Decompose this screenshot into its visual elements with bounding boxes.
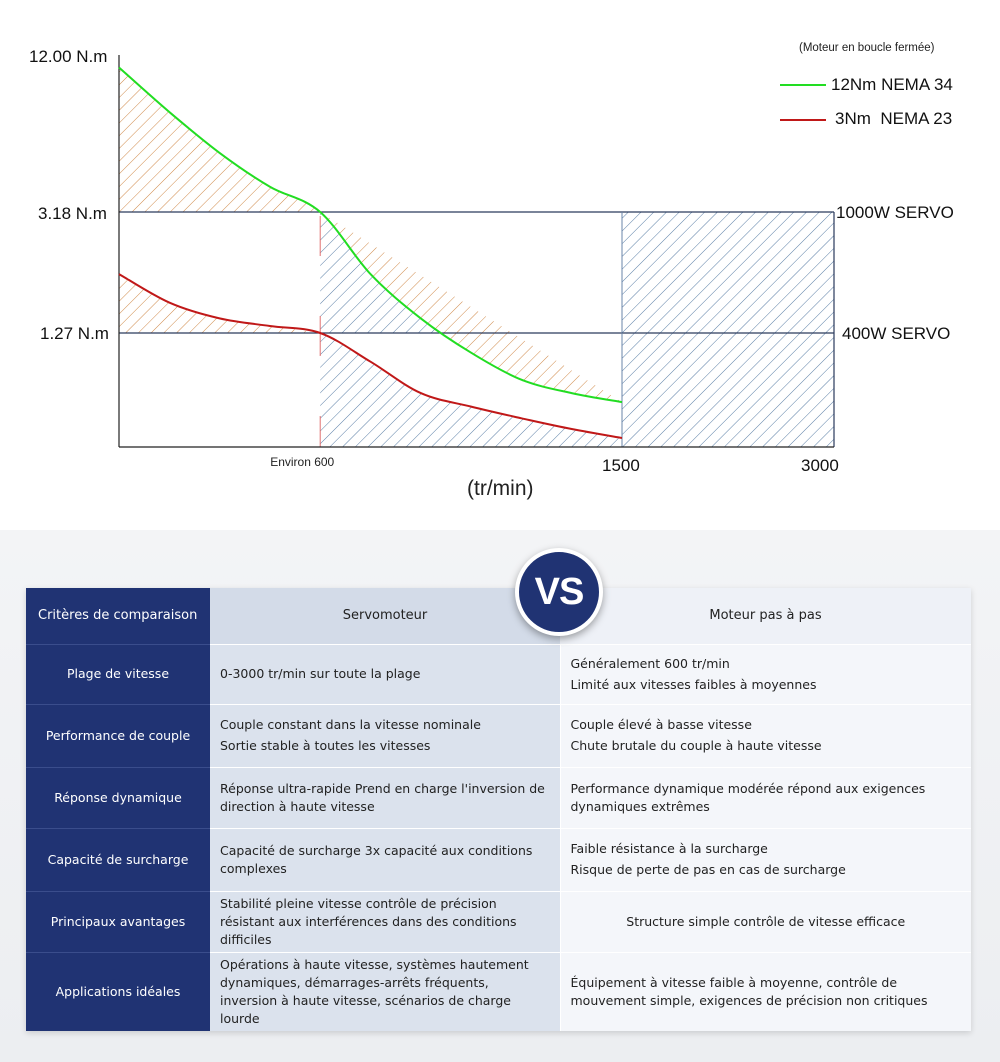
- servo-cell-text: Couple constant dans la vitesse nominale: [220, 717, 481, 732]
- servo-1000w-label: 1000W SERVO: [836, 203, 954, 222]
- servo-cell: [210, 704, 560, 767]
- criteria-cell: Performance de couple: [26, 704, 210, 767]
- criteria-cell: Applications idéales: [26, 952, 210, 1031]
- table-header-row: [26, 588, 971, 644]
- x-tick-label-3000: 3000: [801, 456, 839, 475]
- stepper-cell: [560, 644, 971, 704]
- criteria-cell: Principaux avantages: [26, 891, 210, 952]
- servo-cell-text: Sortie stable à toutes les vitesses: [220, 738, 431, 753]
- table-row: [26, 828, 971, 891]
- stepper-cell-text: Structure simple contrôle de vitesse efficace: [626, 913, 906, 929]
- servo-400w-label: 400W SERVO: [842, 324, 951, 343]
- y-tick-label: 1.27 N.m: [40, 324, 109, 343]
- servo-cell: [210, 644, 560, 704]
- y-tick-label: 3.18 N.m: [38, 204, 107, 223]
- comparison-table: [26, 588, 971, 1031]
- torque-speed-chart: [0, 0, 1000, 530]
- chart-svg: [0, 0, 1000, 530]
- servo-cell-text: Stabilité pleine vitesse contrôle de précision résistant aux interférences dans des conditions difficiles: [220, 895, 517, 947]
- stepper-cell-text: Limité aux vitesses faibles à moyennes: [570, 676, 817, 692]
- servo-cell-text: Opérations à haute vitesse, systèmes hautement dynamiques, démarrages-arrêts fréquents, inversion à haute vitesse, scénarios de charge lourde: [220, 956, 529, 1026]
- servo-cell-text: Réponse ultra-rapide Prend en charge l'inversion de direction à haute vitesse: [220, 780, 545, 814]
- servo-cell: [210, 952, 560, 1031]
- vs-badge: VS: [515, 548, 603, 636]
- table-row: [26, 891, 971, 952]
- stepper-cell: [560, 952, 971, 1031]
- criteria-cell: Capacité de surcharge: [26, 828, 210, 891]
- criteria-cell: Réponse dynamique: [26, 767, 210, 828]
- servo-cell: [210, 828, 560, 891]
- x-tick-label-1500: 1500: [602, 456, 640, 475]
- servo-cell: [210, 891, 560, 952]
- x-tick-label-600: Environ 600: [270, 455, 335, 469]
- stepper-cell: [560, 704, 971, 767]
- stepper-cell: [560, 891, 971, 952]
- legend-note: (Moteur en boucle fermée): [799, 42, 935, 54]
- table-row: [26, 767, 971, 828]
- stepper-cell: [560, 767, 971, 828]
- servo-cell: [210, 767, 560, 828]
- x-axis-title: (tr/min): [467, 477, 534, 500]
- table-row: [26, 644, 971, 704]
- servo-cell-text: 0-3000 tr/min sur toute la plage: [220, 666, 421, 681]
- stepper-cell-text: Faible résistance à la surcharge: [570, 841, 768, 856]
- header-stepper: Moteur pas à pas: [560, 588, 971, 644]
- stepper-cell-text: Couple élevé à basse vitesse: [570, 717, 752, 732]
- stepper-cell-text: Risque de perte de pas en cas de surcharge: [570, 862, 846, 877]
- legend-label-nema23: 3Nm NEMA 23: [835, 109, 953, 128]
- header-servo: Servomoteur: [210, 588, 560, 644]
- stepper-cell-text: Généralement 600 tr/min: [570, 655, 730, 671]
- stepper-cell-text: Performance dynamique modérée répond aux exigences dynamiques extrêmes: [570, 780, 926, 814]
- criteria-cell: Plage de vitesse: [26, 644, 210, 704]
- stepper-cell-text: Équipement à vitesse faible à moyenne, contrôle de mouvement simple, exigences de précision non critiques: [570, 974, 928, 1008]
- legend-label-nema34: 12Nm NEMA 34: [831, 75, 953, 94]
- stepper-cell-text: Chute brutale du couple à haute vitesse: [570, 738, 822, 753]
- servo-cell-text: Capacité de surcharge 3x capacité aux conditions complexes: [220, 842, 533, 876]
- table-row: [26, 704, 971, 767]
- table-row: [26, 952, 971, 1031]
- header-criteria: Critères de comparaison: [26, 588, 210, 644]
- stepper-cell: [560, 828, 971, 891]
- y-tick-label: 12.00 N.m: [29, 47, 108, 66]
